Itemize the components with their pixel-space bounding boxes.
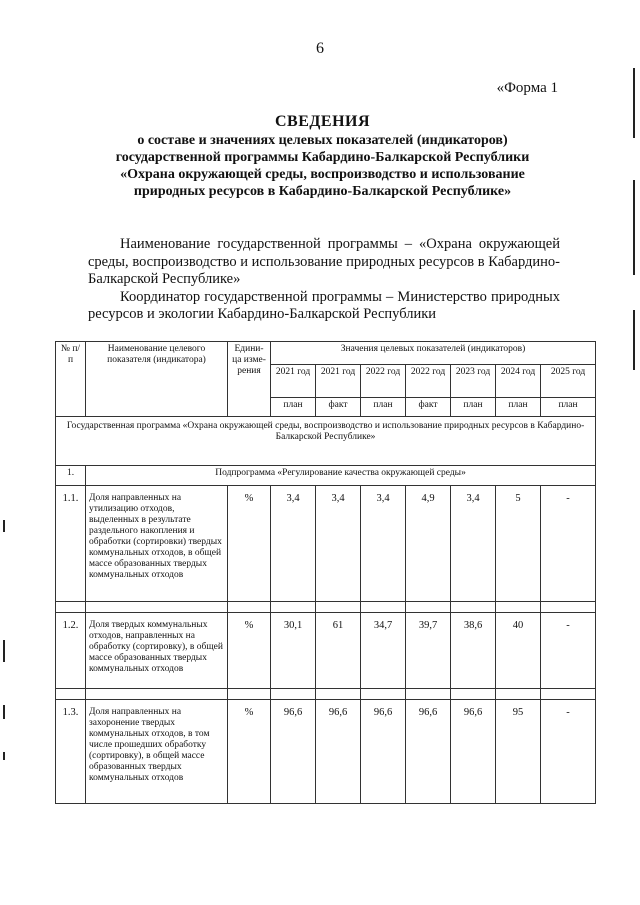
title-line: государственной программы Кабардино-Балкарской Республики <box>115 150 530 165</box>
kind-header: факт <box>316 398 361 417</box>
row-value: 3,4 <box>271 486 316 602</box>
row-value: 3,4 <box>316 486 361 602</box>
kind-header: план <box>271 398 316 417</box>
row-value: 30,1 <box>271 613 316 689</box>
scan-edge-mark <box>3 640 5 662</box>
row-value: 5 <box>496 486 541 602</box>
year-header: 2022 год <box>361 365 406 398</box>
row-value: 96,6 <box>271 700 316 804</box>
title-line: о составе и значениях целевых показателей (индикаторов) <box>137 133 508 148</box>
col-header-unit: Едини-ца изме-рения <box>228 342 271 417</box>
year-header: 2021 год <box>271 365 316 398</box>
row-unit: % <box>228 613 271 689</box>
form-label: «Форма 1 <box>496 80 558 96</box>
col-header-num: № п/п <box>56 342 86 417</box>
col-header-values-group: Значения целевых показателей (индикаторов) <box>271 342 596 365</box>
row-unit: % <box>228 700 271 804</box>
year-header: 2021 год <box>316 365 361 398</box>
program-name-text: Наименование государственной программы – «Охрана окружающей среды, воспроизводство и использование природных ресурсов в Кабардино-Балкарской Республике» <box>88 236 560 287</box>
row-value: 96,6 <box>406 700 451 804</box>
program-row <box>56 417 596 466</box>
indicators-table-wrapper <box>55 341 595 804</box>
subprogram-num: 1. <box>56 466 86 486</box>
row-value: 95 <box>496 700 541 804</box>
indicators-table <box>55 341 596 804</box>
row-value: - <box>541 613 596 689</box>
scan-edge-mark <box>3 752 5 760</box>
kind-header: план <box>541 398 596 417</box>
scan-edge-mark <box>633 68 635 138</box>
subprogram-name: Подпрограмма «Регулирование качества окружающей среды» <box>86 466 596 486</box>
year-header: 2022 год <box>406 365 451 398</box>
kind-header: план <box>361 398 406 417</box>
row-indicator-name: Доля направленных на утилизацию отходов, выделенных в результате раздельного накопления и обработки (сортировки) твердых коммунальных отходов, в общей массе образованных твердых коммунальных отходов <box>86 486 228 602</box>
row-value: - <box>541 700 596 804</box>
row-value: 40 <box>496 613 541 689</box>
title-line: природных ресурсов в Кабардино-Балкарской Республике» <box>133 184 512 199</box>
row-indicator-name: Доля твердых коммунальных отходов, направленных на обработку (сортировку), в общей массе образованных твердых коммунальных отходов <box>86 613 228 689</box>
row-value: 96,6 <box>316 700 361 804</box>
row-value: 96,6 <box>451 700 496 804</box>
coordinator-text: Координатор государственной программы – Министерство природных ресурсов и экологии Кабардино-Балкарской Республики <box>88 288 560 322</box>
row-value: 39,7 <box>406 613 451 689</box>
row-value: 96,6 <box>361 700 406 804</box>
header-row-top <box>56 342 596 365</box>
scan-edge-mark <box>3 705 5 719</box>
scan-edge-mark <box>3 520 5 532</box>
row-unit: % <box>228 486 271 602</box>
title-line: СВЕДЕНИЯ <box>274 113 371 130</box>
page-number: 6 <box>316 40 324 57</box>
row-value: 61 <box>316 613 361 689</box>
row-num: 1.3. <box>56 700 86 804</box>
row-spacer <box>56 602 596 613</box>
kind-header: план <box>496 398 541 417</box>
kind-header: факт <box>406 398 451 417</box>
document-title <box>60 113 585 200</box>
row-value: 34,7 <box>361 613 406 689</box>
col-header-name: Наименование целевого показателя (индикатора) <box>86 342 228 417</box>
row-num: 1.2. <box>56 613 86 689</box>
row-value: 3,4 <box>361 486 406 602</box>
year-header: 2023 год <box>451 365 496 398</box>
program-row-text: Государственная программа «Охрана окружающей среды, воспроизводство и использование природных ресурсов в Кабардино-Балкарской Республике» <box>56 417 596 466</box>
scan-edge-mark <box>633 310 635 370</box>
row-indicator-name: Доля направленных на захоронение твердых коммунальных отходов, в том числе прошедших обработку (сортировку), в общей массе образованных твердых коммунальных отходов <box>86 700 228 804</box>
title-line: «Охрана окружающей среды, воспроизводство и использование <box>120 167 525 182</box>
year-header: 2025 год <box>541 365 596 398</box>
table-row <box>56 486 596 602</box>
program-info <box>88 236 560 324</box>
table-row <box>56 613 596 689</box>
row-value: 38,6 <box>451 613 496 689</box>
table-row <box>56 700 596 804</box>
row-spacer <box>56 689 596 700</box>
year-header: 2024 год <box>496 365 541 398</box>
subprogram-row <box>56 466 596 486</box>
row-value: 3,4 <box>451 486 496 602</box>
row-num: 1.1. <box>56 486 86 602</box>
row-value: 4,9 <box>406 486 451 602</box>
scan-edge-mark <box>633 180 635 275</box>
row-value: - <box>541 486 596 602</box>
kind-header: план <box>451 398 496 417</box>
